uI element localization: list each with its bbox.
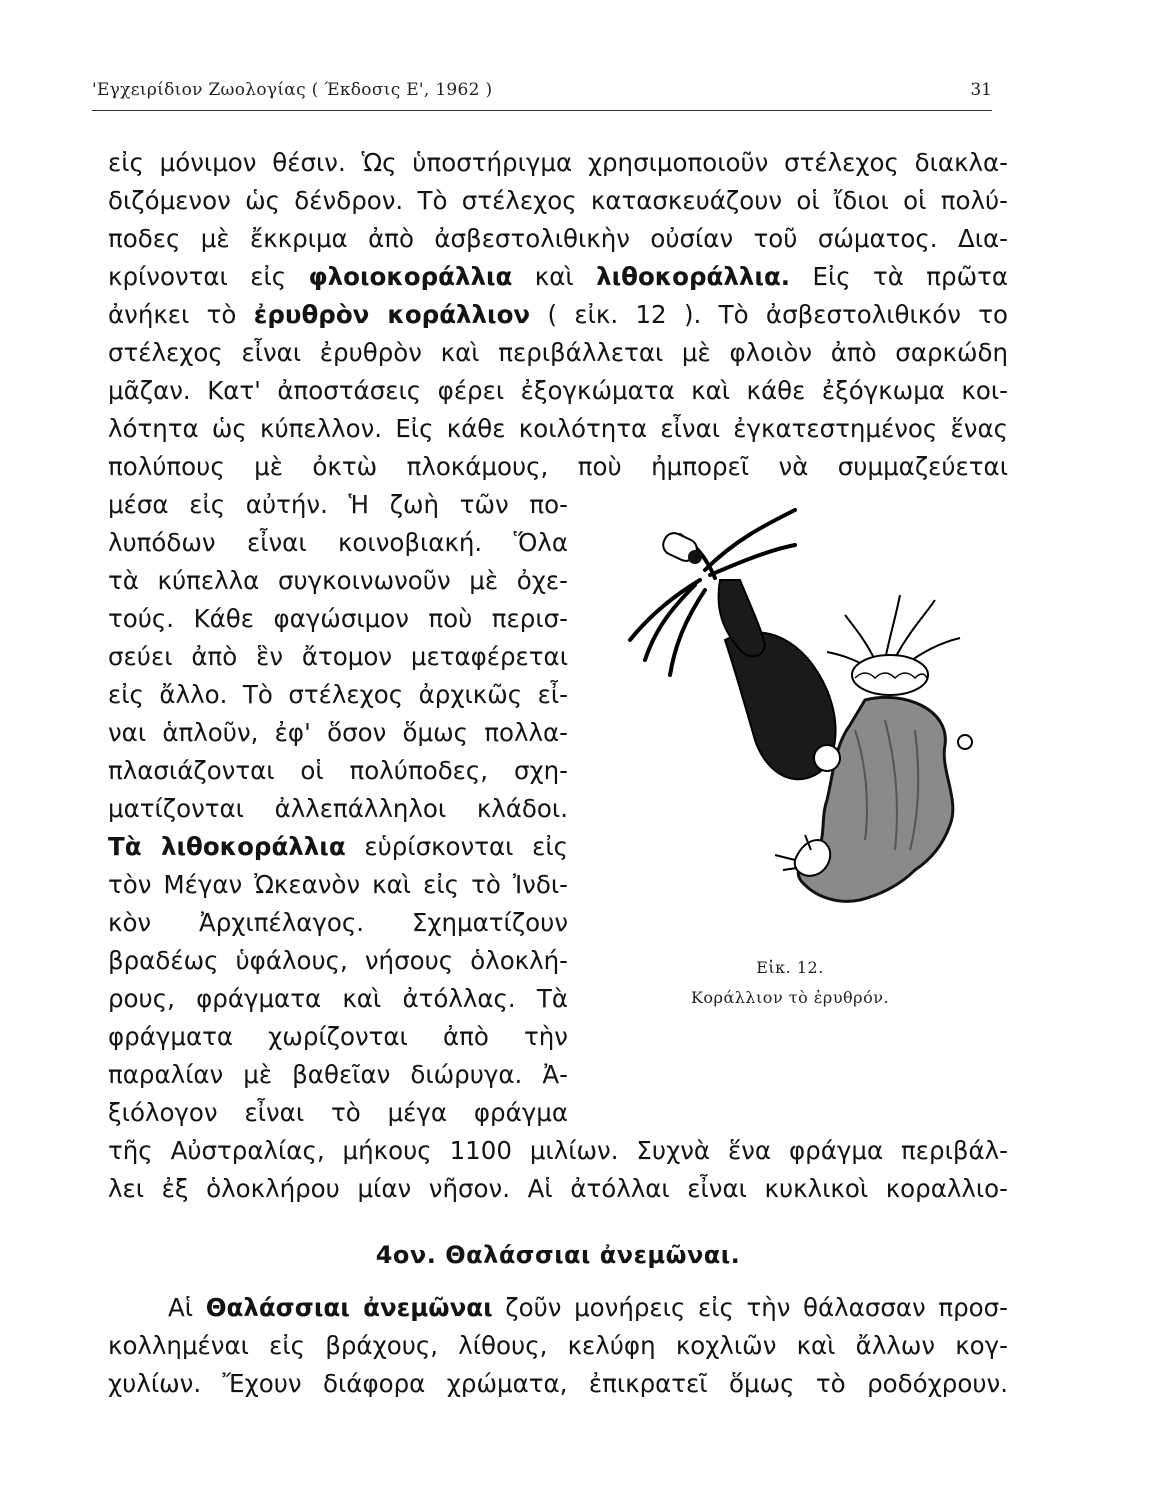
coral-figure bbox=[565, 500, 985, 920]
body-text: ζοῦν μονήρεις εἰς τὴν θάλασσαν προσ- bbox=[505, 1293, 1008, 1322]
narrow-line-with-term bbox=[108, 829, 568, 865]
narrow-line: ναι ἁπλοῦν, ἐφ' ὅσον ὅμως πολλα- bbox=[108, 718, 568, 747]
header-rule bbox=[92, 110, 992, 111]
body-line: στέλεχος εἶναι ἐρυθρὸν καὶ περιβάλλεται μὲ φλοιὸν ἀπὸ σαρκώδη bbox=[108, 338, 1008, 367]
body-text: Εἰς τὰ πρῶτα bbox=[812, 262, 1008, 291]
narrow-line: εἰς ἄλλο. Τὸ στέλεχος ἀρχικῶς εἶ- bbox=[108, 680, 568, 709]
body-line: λότητα ὡς κύπελλον. Εἰς κάθε κοιλότητα εἶναι ἐγκατεστημένος ἕνας bbox=[108, 414, 1008, 443]
section-heading: 4ον. Θαλάσσιαι ἀνεμῶναι. bbox=[375, 1241, 741, 1269]
narrow-line: τούς. Κάθε φαγώσιμον ποὺ περισ- bbox=[108, 604, 568, 633]
body-line: κολλημέναι εἰς βράχους, λίθους, κελύφη κοχλιῶν καὶ ἄλλων κογ- bbox=[108, 1331, 1008, 1360]
running-title: 'Εγχειρίδιον Ζωολογίας ( Έκδοσις Ε', 1962 ) bbox=[92, 80, 493, 100]
body-line: μᾶζαν. Κατ' ἀποστάσεις φέρει ἐξογκώματα καὶ κάθε ἐξόγκωμα κοι- bbox=[108, 376, 1008, 405]
narrow-line: μέσα εἰς αὐτήν. Ἡ ζωὴ τῶν πο- bbox=[108, 490, 568, 519]
bold-term-floiokorallia: φλοιοκοράλλια bbox=[308, 262, 513, 291]
body-line: χυλίων. Ἔχουν διάφορα χρώματα, ἐπικρατεῖ ὅμως τὸ ροδόχρουν. bbox=[108, 1369, 1008, 1398]
body-line: τῆς Αὐστραλίας, μήκους 1100 μιλίων. Συχνὰ ἕνα φράγμα περιβάλ- bbox=[108, 1136, 1008, 1165]
narrow-line: παραλίαν μὲ βαθεῖαν διώρυγα. Ἀ- bbox=[108, 1060, 568, 1089]
bold-term-lithokorallia-2: Τὰ λιθοκοράλλια bbox=[108, 832, 346, 861]
body-line: εἰς μόνιμον θέσιν. Ὡς ὑποστήριγμα χρησιμοποιοῦν στέλεχος διακλα- bbox=[108, 148, 1008, 177]
narrow-line: κὸν Ἀρχιπέλαγος. Σχηματίζουν bbox=[108, 908, 568, 937]
bold-term-sea-anemones: Θαλάσσιαι ἀνεμῶναι bbox=[205, 1293, 493, 1322]
narrow-line: φράγματα χωρίζονται ἀπὸ τὴν bbox=[108, 1022, 568, 1051]
narrow-line: βραδέως ὑφάλους, νήσους ὁλοκλή- bbox=[108, 946, 568, 975]
narrow-line: πλασιάζονται οἱ πολύποδες, σχη- bbox=[108, 756, 568, 785]
body-text: ἀνήκει τὸ bbox=[108, 300, 237, 329]
body-text: καὶ bbox=[534, 262, 574, 291]
narrow-line: ρους, φράγματα καὶ ἀτόλλας. Τὰ bbox=[108, 984, 568, 1013]
narrow-line: ματίζονται ἀλλεπάλληλοι κλάδοι. bbox=[108, 794, 568, 823]
body-text: ( εἰκ. 12 ). Τὸ ἀσβεστολιθικόν το bbox=[547, 300, 1008, 329]
body-line: ποδες μὲ ἔκκριμα ἀπὸ ἀσβεστολιθικὴν οὐσίαν τοῦ σώματος. Δια- bbox=[108, 224, 1008, 253]
body-line-with-terms bbox=[108, 297, 1008, 333]
narrow-line: σεύει ἀπὸ ἓν ἄτομον μεταφέρεται bbox=[108, 642, 568, 671]
narrow-line: τὸν Μέγαν Ὠκεανὸν καὶ εἰς τὸ Ἰνδι- bbox=[108, 870, 568, 899]
body-line: διζόμενον ὡς δένδρον. Τὸ στέλεχος κατασκευάζουν οἱ ἴδιοι οἱ πολύ- bbox=[108, 186, 1008, 215]
body-text: Αἱ bbox=[168, 1293, 194, 1322]
narrow-line: λυπόδων εἶναι κοινοβιακή. Ὅλα bbox=[108, 528, 568, 557]
figure-label: Εἰκ. 12. bbox=[756, 958, 824, 977]
bold-term-lithokorallia: λιθοκοράλλια. bbox=[596, 262, 791, 291]
bold-term-red-coral: ἐρυθρὸν κοράλλιον bbox=[253, 300, 531, 329]
body-line: λει ἐξ ὁλοκλήρου μίαν νῆσον. Αἱ ἀτόλλαι εἶναι κυκλικοὶ κοραλλιο- bbox=[108, 1174, 1008, 1203]
body-line: πολύπους μὲ ὀκτὼ πλοκάμους, ποὺ ἠμπορεῖ νὰ συμμαζεύεται bbox=[108, 452, 1008, 481]
page-number: 31 bbox=[970, 80, 992, 100]
body-line-with-term bbox=[108, 1290, 1008, 1326]
figure-caption: Κοράλλιον τὸ ἐρυθρόν. bbox=[690, 988, 890, 1007]
body-text: κρίνονται εἰς bbox=[108, 262, 287, 291]
narrow-line: τὰ κύπελλα συγκοινωνοῦν μὲ ὀχε- bbox=[108, 566, 568, 595]
body-line-with-terms bbox=[108, 259, 1008, 295]
page-header bbox=[92, 74, 992, 106]
narrow-line: ξιόλογον εἶναι τὸ μέγα φράγμα bbox=[108, 1098, 568, 1127]
red-coral-illustration bbox=[565, 500, 985, 920]
body-text: εὑρίσκονται εἰς bbox=[364, 832, 568, 861]
